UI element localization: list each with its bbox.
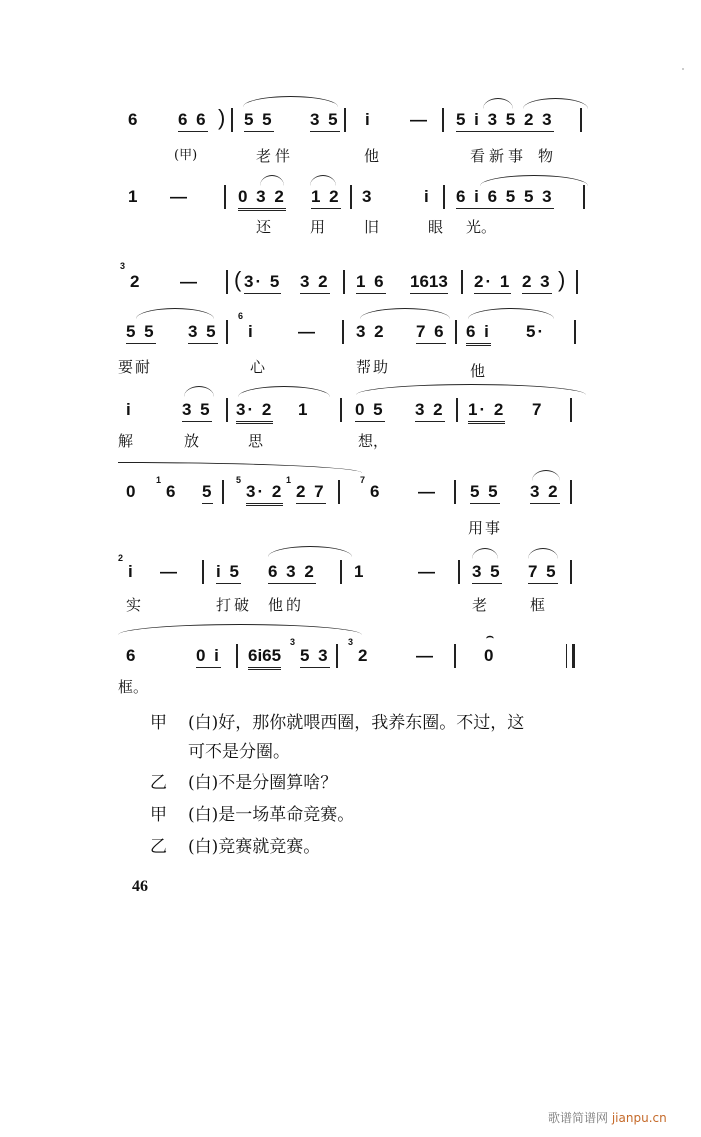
note-group: 3 2 bbox=[530, 482, 560, 504]
barline bbox=[574, 320, 576, 344]
note-group: 1613 bbox=[410, 272, 448, 294]
grace-note: 5 bbox=[236, 475, 242, 485]
dash: — bbox=[418, 562, 437, 581]
lyric: 思 bbox=[248, 432, 264, 450]
note-group: 6 6 bbox=[178, 110, 208, 132]
note: 6 bbox=[128, 110, 140, 129]
note-group: 0 i bbox=[196, 646, 221, 668]
dialog-text: (白)不是分圈算啥？ bbox=[188, 773, 338, 793]
note-group: 3· 5 bbox=[244, 272, 281, 294]
barline bbox=[340, 560, 342, 584]
note: i bbox=[126, 400, 133, 419]
note-group: 3 2 bbox=[415, 400, 445, 422]
score-line-4 bbox=[118, 311, 588, 362]
score-line-1 bbox=[118, 105, 588, 150]
watermark-url: jianpu.cn bbox=[611, 1111, 667, 1125]
note-group: 5 5 bbox=[244, 110, 274, 132]
lyric: 眼 bbox=[428, 218, 444, 236]
lyric: 还 bbox=[256, 218, 272, 236]
note-group: 0 3 2 bbox=[238, 187, 286, 211]
note: 1 bbox=[354, 562, 366, 581]
dash: — bbox=[180, 272, 199, 291]
note: 6 bbox=[370, 482, 382, 501]
note-group: 2 7 bbox=[296, 482, 326, 504]
note-group: 6 i bbox=[466, 322, 491, 346]
lyric: 解 bbox=[118, 432, 134, 450]
dialog-text: 可不是分圈。 bbox=[188, 742, 290, 762]
speaker: 甲 bbox=[150, 805, 167, 825]
note-group: 7 5 bbox=[528, 562, 558, 584]
note-group: 3 2 bbox=[300, 272, 330, 294]
barline bbox=[222, 480, 224, 504]
note: i bbox=[365, 110, 372, 129]
barline bbox=[340, 398, 342, 422]
lyric: 看新事 bbox=[470, 147, 528, 165]
dialog-line-4 bbox=[150, 804, 354, 826]
lyric: 帮助 bbox=[356, 358, 391, 376]
grace-note: 2 bbox=[118, 553, 124, 563]
slur bbox=[523, 98, 588, 109]
dialog-line-5 bbox=[150, 836, 320, 858]
note-group: 6i65 bbox=[248, 646, 281, 670]
barline bbox=[226, 320, 228, 344]
note-group: 3 5 bbox=[472, 562, 502, 584]
barline bbox=[231, 108, 233, 132]
barline bbox=[226, 398, 228, 422]
score-line-6 bbox=[118, 475, 588, 522]
barline bbox=[224, 185, 226, 209]
barline bbox=[576, 270, 578, 294]
speaker: 甲 bbox=[150, 713, 167, 733]
lyric: 打破 bbox=[216, 596, 253, 614]
lyric: 框。 bbox=[118, 678, 149, 696]
barline bbox=[455, 320, 457, 344]
lyric: 光。 bbox=[466, 218, 497, 236]
note-group: 3· 2 bbox=[246, 482, 283, 506]
note-group: 1 6 bbox=[356, 272, 386, 294]
slur bbox=[483, 98, 513, 109]
dialog-text: (白)是一场革命竞赛。 bbox=[188, 805, 355, 825]
note: i bbox=[424, 187, 431, 206]
lyric: (甲) bbox=[174, 148, 198, 163]
note: 0 bbox=[126, 482, 138, 501]
note-group: 5 3 bbox=[300, 646, 330, 668]
lyrics-line-2 bbox=[118, 218, 588, 258]
dash: — bbox=[160, 562, 179, 581]
scan-artifact bbox=[682, 68, 684, 70]
watermark-site-name: 歌谱简谱网 bbox=[548, 1111, 609, 1125]
lyric: 实 bbox=[126, 596, 142, 614]
note-group: i 5 bbox=[216, 562, 241, 584]
grace-note: 6 bbox=[238, 311, 244, 321]
fermata-icon: ⌢ bbox=[486, 629, 494, 643]
slur bbox=[243, 96, 338, 107]
grace-note: 1 bbox=[286, 475, 292, 485]
note: 1 bbox=[298, 400, 310, 419]
note: 5 bbox=[202, 482, 213, 504]
note-group: 3 5 bbox=[182, 400, 212, 422]
note-group: 0 5 bbox=[355, 400, 385, 422]
note: i bbox=[248, 322, 255, 341]
note: i bbox=[128, 562, 135, 581]
paren-close: ) bbox=[218, 105, 226, 130]
note-group: 5 5 bbox=[470, 482, 500, 504]
dialog-text: (白)好，那你就喂西圈，我养东圈。不过，这 bbox=[188, 713, 525, 733]
barline bbox=[342, 320, 344, 344]
note-group: 7 6 bbox=[416, 322, 446, 344]
note-group: 5 5 bbox=[126, 322, 156, 344]
grace-note: 3 bbox=[348, 637, 354, 647]
note: 2 bbox=[130, 272, 142, 291]
speaker: 乙 bbox=[150, 837, 167, 857]
barline bbox=[580, 108, 582, 132]
lyric: 他的 bbox=[268, 596, 305, 614]
note-group: 6 3 2 bbox=[268, 562, 316, 584]
barline bbox=[226, 270, 228, 294]
barline bbox=[350, 185, 352, 209]
barline bbox=[236, 644, 238, 668]
barline bbox=[583, 185, 585, 209]
note: 6 bbox=[166, 482, 178, 501]
note-group: 3 5 bbox=[310, 110, 340, 132]
note-group: 2 3 bbox=[522, 272, 552, 294]
barline bbox=[442, 108, 444, 132]
note: 7 bbox=[532, 400, 544, 419]
barline bbox=[443, 185, 445, 209]
lyric: 用事 bbox=[468, 519, 503, 537]
lyric: 放 bbox=[184, 432, 200, 450]
watermark bbox=[548, 1109, 667, 1126]
dash: — bbox=[416, 646, 435, 665]
dialog-line-3 bbox=[150, 772, 337, 794]
note-group: 1 2 bbox=[311, 187, 341, 209]
paren-open: ( bbox=[234, 267, 242, 292]
score-line-3 bbox=[118, 261, 588, 312]
barline bbox=[461, 270, 463, 294]
barline bbox=[454, 480, 456, 504]
lyric: 要耐 bbox=[118, 358, 153, 376]
lyric: 他 bbox=[470, 362, 486, 380]
barline bbox=[454, 644, 456, 668]
barline bbox=[336, 644, 338, 668]
grace-note: 1 bbox=[156, 475, 162, 485]
dash: — bbox=[170, 187, 189, 206]
note-group: 3· 2 bbox=[236, 400, 273, 424]
lyric: 想， bbox=[358, 432, 389, 450]
dash: — bbox=[298, 322, 317, 341]
lyric: 心 bbox=[250, 358, 266, 376]
barline bbox=[338, 480, 340, 504]
barline bbox=[570, 398, 572, 422]
barline bbox=[570, 480, 572, 504]
note: 6 bbox=[126, 646, 138, 665]
note-group: 5 i 3 5 2 3 bbox=[456, 110, 554, 132]
note-group: 2· 1 bbox=[474, 272, 511, 294]
barline bbox=[343, 270, 345, 294]
barline bbox=[570, 560, 572, 584]
dash: — bbox=[418, 482, 437, 501]
barline bbox=[458, 560, 460, 584]
barline bbox=[202, 560, 204, 584]
speaker: 乙 bbox=[150, 773, 167, 793]
lyric: 老 bbox=[472, 596, 488, 614]
note: 1 bbox=[128, 187, 140, 206]
dialog-text: (白)竞赛就竞赛。 bbox=[188, 837, 321, 857]
lyric: 他 bbox=[364, 147, 380, 165]
note: 2 bbox=[358, 646, 370, 665]
lyric: 框 bbox=[530, 596, 546, 614]
paren-close: ) bbox=[558, 267, 566, 292]
note: 5· bbox=[526, 322, 546, 341]
lyric: 旧 bbox=[364, 218, 380, 236]
barline bbox=[456, 398, 458, 422]
barline bbox=[344, 108, 346, 132]
lyrics-line-6 bbox=[118, 519, 588, 559]
note-rest-fermata: 0 bbox=[484, 646, 496, 665]
note-group: 6 i 6 5 5 3 bbox=[456, 187, 554, 209]
grace-note: 3 bbox=[290, 637, 296, 647]
lyric: 用 bbox=[310, 218, 326, 236]
grace-note: 7 bbox=[360, 475, 366, 485]
final-barline bbox=[566, 644, 575, 668]
page-number: 46 bbox=[132, 878, 148, 895]
lyric: 物 bbox=[538, 147, 554, 165]
note-group: 1· 2 bbox=[468, 400, 505, 424]
dialog-line-1 bbox=[150, 712, 524, 734]
dash: — bbox=[410, 110, 429, 129]
note-group: 3 5 bbox=[188, 322, 218, 344]
note: 3 bbox=[362, 187, 374, 206]
grace-note: 3 bbox=[120, 261, 126, 271]
note-group: 3 2 bbox=[356, 322, 386, 341]
lyric: 老伴 bbox=[256, 147, 295, 165]
dialog-line-2 bbox=[150, 741, 290, 763]
